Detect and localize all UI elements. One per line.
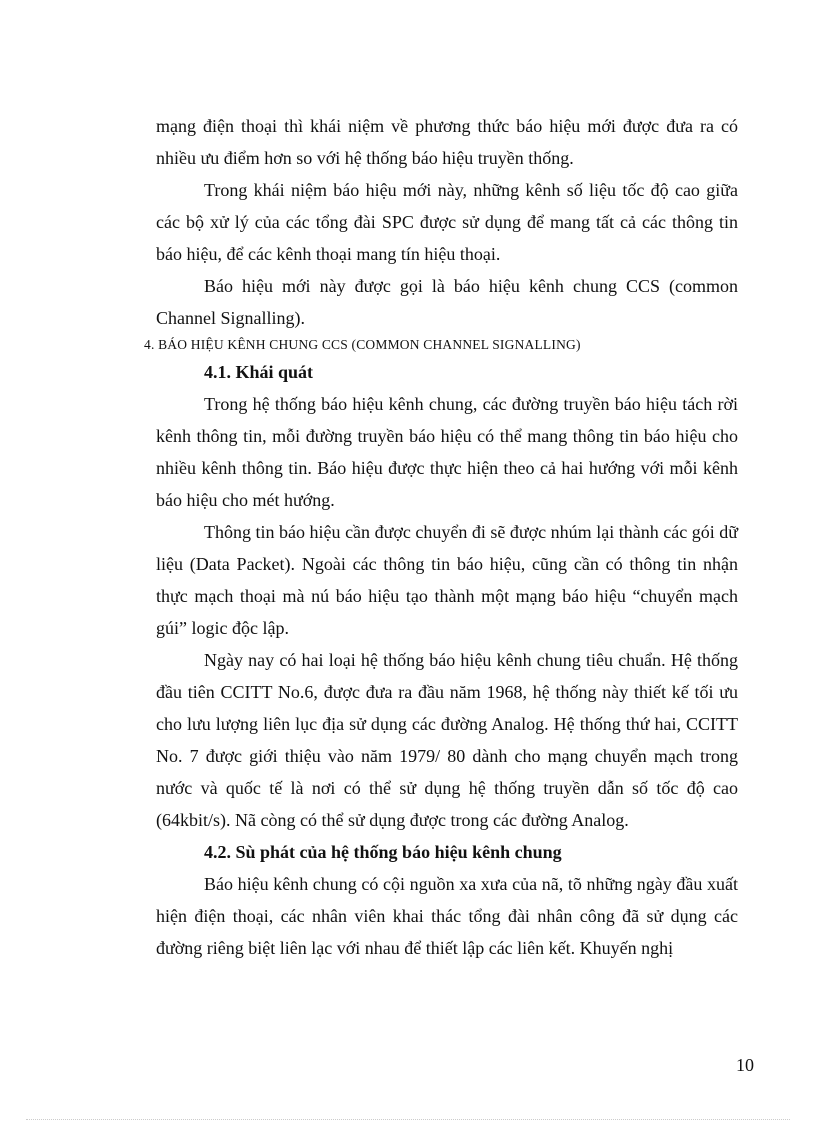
subsection-heading-4-2: 4.2. Sù phát của hệ thống báo hiệu kênh chung xyxy=(204,842,562,862)
subsection-heading-4-1: 4.1. Khái quát xyxy=(204,362,314,382)
paragraph-overview: Trong hệ thống báo hiệu kênh chung, các đường truyền báo hiệu tách rời kênh thông tin, mỗi đường truyền báo hiệu có thể mang thông tin báo hiệu cho nhiều kênh thông tin. Báo hiệu được thực hiện theo cả hai hướng với mỗi kênh báo hiệu cho mét hướng. xyxy=(156,394,738,510)
document-body xyxy=(144,110,738,964)
section-heading-4: 4. BÁO HIỆU KÊNH CHUNG CCS (COMMON CHANNEL SIGNALLING) xyxy=(144,337,581,352)
paragraph-ccs-definition: Báo hiệu mới này được gọi là báo hiệu kênh chung CCS (common Channel Signalling). xyxy=(156,276,738,328)
page-number: 10 xyxy=(736,1055,754,1075)
paragraph-ccitt-systems: Ngày nay có hai loại hệ thống báo hiệu kênh chung tiêu chuẩn. Hệ thống đầu tiên CCITT No.6, được đưa ra đầu năm 1968, hệ thống này thiết kế tối ưu cho lưu lượng liên lục địa sử dụng các đường Analog. Hệ thống thứ hai, CCITT No. 7 được giới thiệu vào năm 1979/ 80 dành cho mạng chuyển mạch trong nước và quốc tế là nơi có thể sử dụng hệ thống truyền dẫn số tốc độ cao (64kbit/s). Nã còng có thể sử dụng được trong các đường Analog. xyxy=(156,650,738,830)
paragraph-data-packet: Thông tin báo hiệu cần được chuyển đi sẽ được nhúm lại thành các gói dữ liệu (Data Packet). Ngoài các thông tin báo hiệu, cũng cần có thông tin nhận thực mạch thoại mà nú báo hiệu tạo thành một mạng báo hiệu “chuyển mạch gúi” logic độc lập. xyxy=(156,522,738,638)
paragraph-continuation: mạng điện thoại thì khái niệm về phương thức báo hiệu mới được đưa ra có nhiều ưu điểm hơn so với hệ thống báo hiệu truyền thống. xyxy=(156,116,738,168)
paragraph-history: Báo hiệu kênh chung có cội nguồn xa xưa của nã, tõ những ngày đầu xuất hiện điện thoại, các nhân viên khai thác tổng đài nhân công đã sử dụng các đường riêng biệt liên lạc với nhau để thiết lập các liên kết. Khuyến nghị xyxy=(156,874,738,958)
paragraph-new-signalling-concept: Trong khái niệm báo hiệu mới này, những kênh số liệu tốc độ cao giữa các bộ xử lý của các tổng đài SPC được sử dụng để mang tất cả các thông tin báo hiệu, để các kênh thoại mang tín hiệu thoại. xyxy=(156,180,738,264)
page-bottom-divider xyxy=(26,1119,790,1120)
